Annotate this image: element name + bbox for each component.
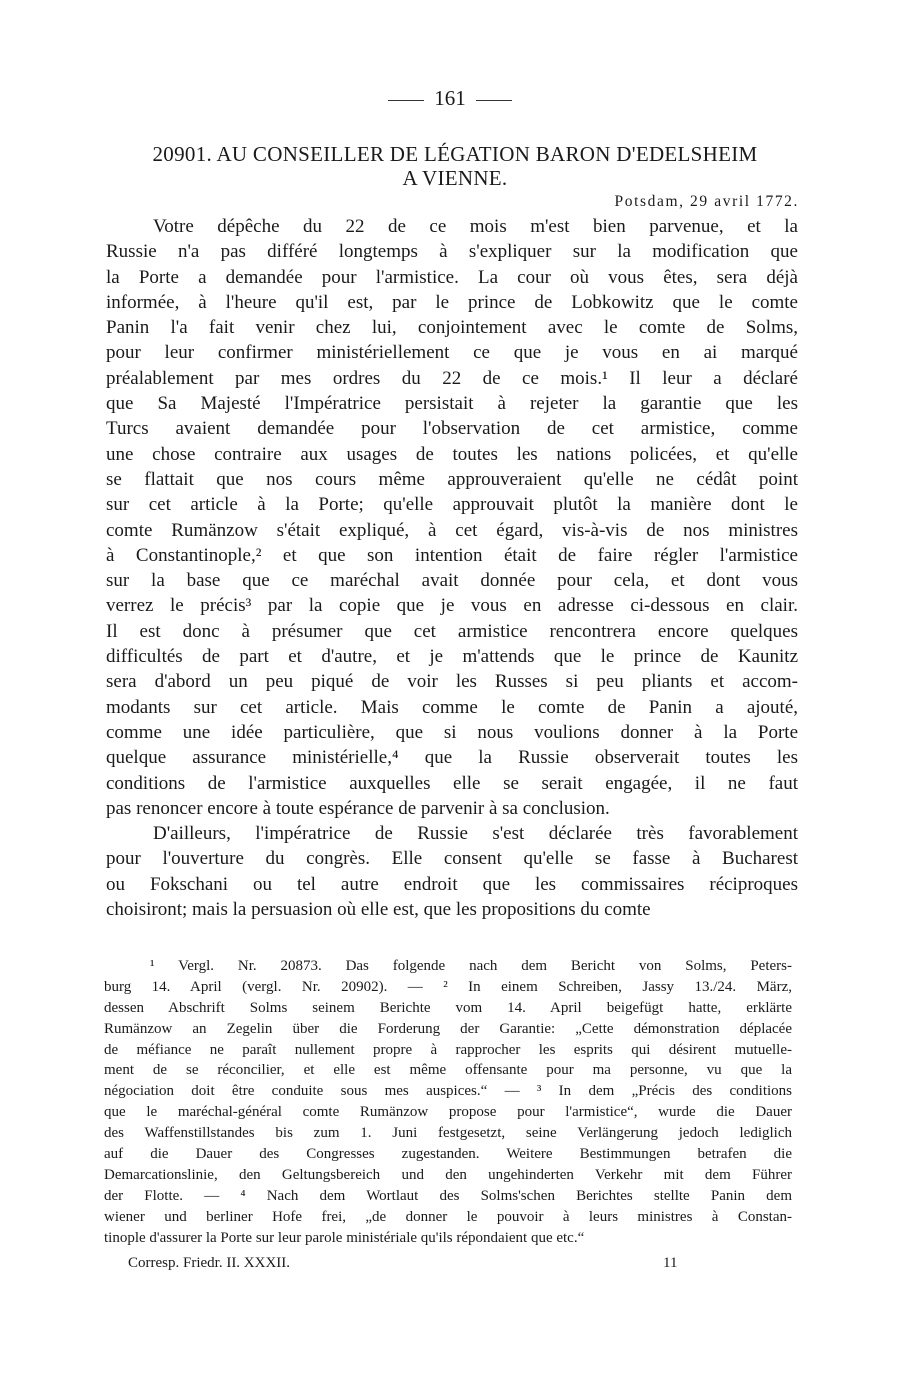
- page-footer: [128, 1253, 688, 1273]
- body-line: préalablement par mes ordres du 22 de ce mois.¹ Il leur a déclaré: [106, 367, 798, 389]
- body-line: à Constantinople,² et que son intention était de faire régler l'armistice: [106, 544, 798, 566]
- body-line: Il est donc à présumer que cet armistice rencontrera encore quelques: [106, 620, 798, 642]
- body-line: verrez le précis³ par la copie que je vous en adresse ci-dessous en clair.: [106, 595, 798, 617]
- body-line: conditions de l'armistice auxquelles elle se serait engagée, il ne faut: [106, 772, 798, 794]
- body-line: comte Rumänzow s'était expliqué, à cet égard, vis-à-vis de nos ministres: [106, 519, 798, 541]
- body-line: choisiront; mais la persuasion où elle est, que les propositions du comte: [106, 899, 651, 921]
- body-line: la Porte a demandée pour l'armistice. La cour où vous êtes, sera déjà: [106, 266, 798, 288]
- footnote-line: burg 14. April (vergl. Nr. 20902). — ² In einem Schreiben, Jassy 13./24. März,: [104, 978, 792, 995]
- title-line-2: A VIENNE.: [402, 166, 508, 190]
- footnotes: [104, 956, 792, 1248]
- footnote-line: Rumänzow an Zegelin über die Forderung der Garantie: „Cette démonstration déplacée: [104, 1020, 792, 1037]
- page-header: [0, 84, 900, 112]
- footnote-line: dessen Abschrift Solms seinem Berichte vom 14. April beigefügt hatte, erklärte: [104, 999, 792, 1016]
- signature-mark: 11: [663, 1255, 678, 1271]
- page-number: 161: [434, 86, 466, 110]
- body-line: une chose contraire aux usages de toutes les nations policées, et qu'elle: [106, 443, 798, 465]
- body-line: sur cet article à la Porte; qu'elle approuvait plutôt la manière dont le: [106, 494, 798, 516]
- footnote-line: Demarcationslinie, den Geltungsbereich und den ungehinderten Verkehr mit dem Führer: [104, 1166, 792, 1183]
- footnote-line: der Flotte. — ⁴ Nach dem Wortlaut des Solms'schen Berichtes stellte Panin dem: [104, 1187, 792, 1204]
- body-line: D'ailleurs, l'impératrice de Russie s'est déclarée très favorablement: [153, 823, 798, 845]
- footnote-line: auf die Dauer des Congresses zugestanden. Weitere Bestimmungen betrafen die: [104, 1146, 792, 1163]
- body-line: difficultés de part et d'autre, et je m'attends que le prince de Kaunitz: [106, 646, 798, 668]
- footnote-line: que le maréchal-général comte Rumänzow propose pour l'armistice“, wurde die Dauer: [104, 1104, 792, 1121]
- document-title: [110, 142, 800, 190]
- body-line: sur la base que ce maréchal avait donnée pour cela, et dont vous: [106, 570, 798, 592]
- body-line: se flattait que nos cours même approuveraient qu'elle ne cédât point: [106, 468, 798, 490]
- footnote-line: des Waffenstillstandes bis zum 1. Juni festgesetzt, seine Verlängerung jedoch lediglich: [104, 1125, 792, 1142]
- body-line: que Sa Majesté l'Impératrice persistait à rejeter la garantie que les: [106, 393, 798, 415]
- footnote-line: ment de se réconcilier, et elle est même offensante pour ma personne, vu que la: [104, 1062, 792, 1079]
- footer-source: Corresp. Friedr. II. XXXII.: [128, 1255, 291, 1271]
- body-line: Panin l'a fait venir chez lui, conjointement avec le comte de Solms,: [106, 317, 798, 339]
- body-line: pas renoncer encore à toute espérance de parvenir à sa conclusion.: [106, 797, 610, 819]
- footnote-line: de méfiance ne paraît nullement propre à rapprocher les esprits qui désirent mutuelle-: [104, 1041, 792, 1058]
- body-line: modants sur cet article. Mais comme le comte de Panin a ajouté,: [106, 696, 798, 718]
- body-line: Russie n'a pas différé longtemps à s'expliquer sur la modification que: [106, 241, 798, 263]
- body-line: Votre dépêche du 22 de ce mois m'est bien parvenue, et la: [153, 216, 798, 237]
- footnote-line: wiener und berliner Hofe frei, „de donner le pouvoir à leurs ministres à Constan-: [104, 1208, 792, 1225]
- footnote-line: tinople d'assurer la Porte sur leur parole ministériale qu'ils répondaient que etc.“: [104, 1229, 585, 1246]
- body-line: pour leur confirmer ministériellement ce que je vous en ai marqué: [106, 342, 798, 364]
- footnote-line: négociation doit être conduite sous mes auspices.“ — ³ In dem „Précis des conditions: [104, 1083, 792, 1100]
- header-rule-left: [388, 100, 424, 101]
- footnote-line: ¹ Vergl. Nr. 20873. Das folgende nach dem Bericht von Solms, Peters-: [150, 958, 792, 974]
- header-rule-right: [476, 100, 512, 101]
- body-line: pour l'ouverture du congrès. Elle consent qu'elle se fasse à Bucharest: [106, 848, 798, 870]
- letter-body: [106, 214, 798, 922]
- place-date: Potsdam, 29 avril 1772.: [614, 193, 799, 210]
- body-line: ou Fokschani ou tel autre endroit que les commissaires réciproques: [106, 873, 798, 895]
- body-line: quelque assurance ministérielle,⁴ que la Russie observerait toutes les: [106, 747, 798, 769]
- title-line-1: 20901. AU CONSEILLER DE LÉGATION BARON D'EDELSHEIM: [152, 142, 758, 166]
- body-line: comme une idée particulière, que si nous voulions donner à la Porte: [106, 721, 798, 743]
- body-line: informée, à l'heure qu'il est, par le prince de Lobkowitz que le comte: [106, 291, 798, 313]
- body-line: sera d'abord un peu piqué de voir les Russes si peu pliants et accom-: [106, 671, 798, 693]
- body-line: Turcs avaient demandée pour l'observation de cet armistice, comme: [106, 418, 798, 440]
